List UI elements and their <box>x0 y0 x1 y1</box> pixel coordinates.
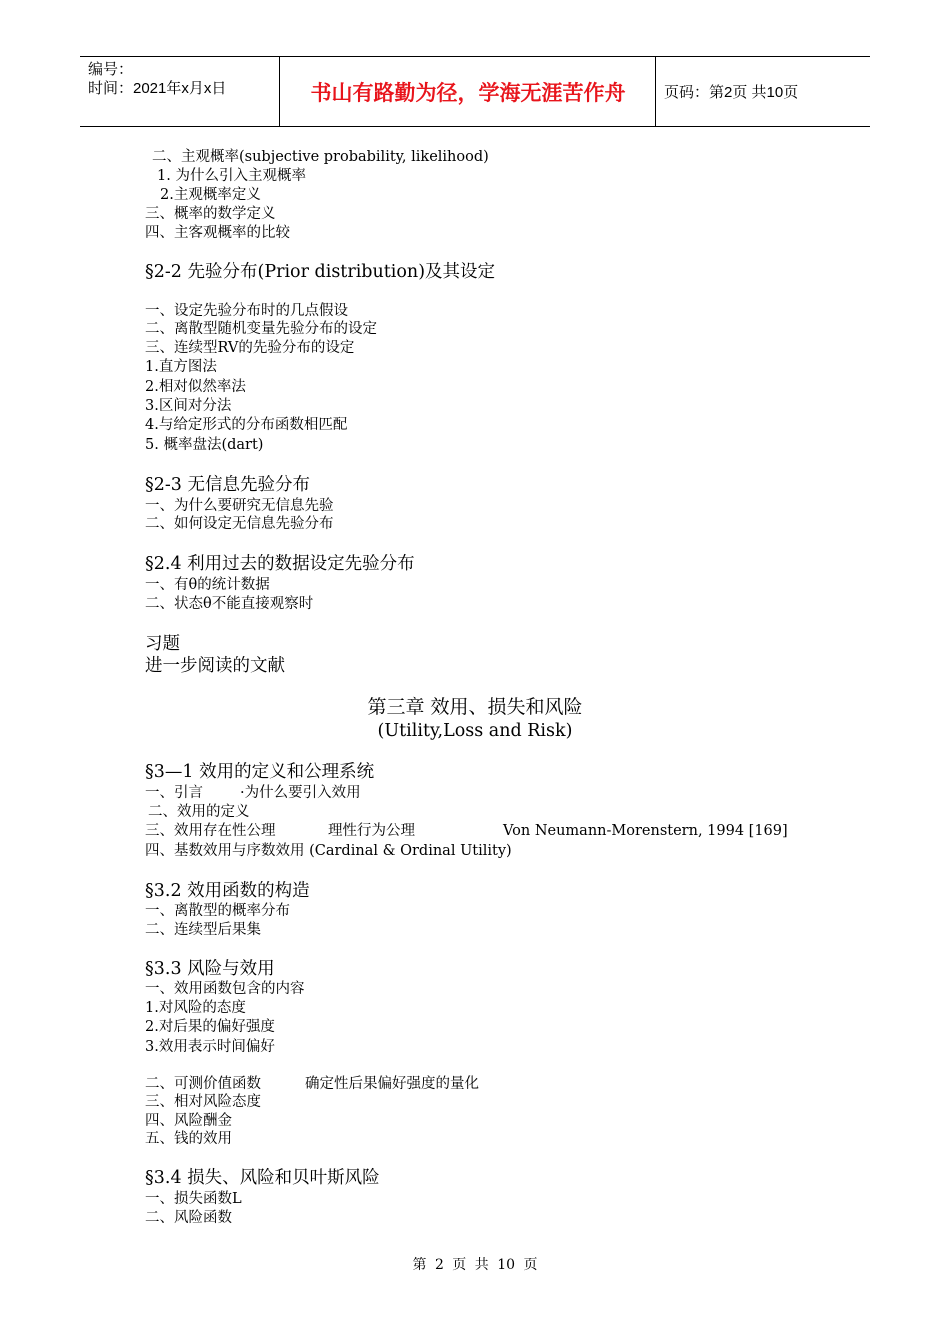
outline-line: 2.对后果的偏好强度 <box>145 1019 275 1035</box>
section-heading: §2-2 先验分布(Prior distribution)及其设定 <box>145 262 496 282</box>
outline-line: 二、风险函数 <box>145 1210 232 1226</box>
outline-line: 二、可测价值函数 <box>145 1076 261 1092</box>
chapter-subtitle: (Utility,Loss and Risk) <box>377 721 573 741</box>
outline-line: 2.相对似然率法 <box>145 379 246 395</box>
citation: Von Neumann-Morenstern, 1994 [169] <box>503 823 788 839</box>
chapter-title: 第三章 效用、损失和风险 <box>367 696 583 718</box>
outline-line: 一、为什么要研究无信息先验 <box>145 498 334 514</box>
page-footer: 第 2 页 共 10 页 <box>412 1257 538 1273</box>
outline-line: 四、主客观概率的比较 <box>145 225 290 241</box>
outline-note: ·为什么要引入效用 <box>240 785 361 801</box>
outline-line: 二、状态θ不能直接观察时 <box>145 596 314 612</box>
outline-line: 4.与给定形式的分布函数相匹配 <box>145 417 348 433</box>
time-label: 时间：2021年x月x日 <box>88 80 227 97</box>
outline-line: 一、效用函数包含的内容 <box>145 981 305 997</box>
outline-line: 5. 概率盘法(dart) <box>145 437 264 453</box>
outline-line: 一、有θ的统计数据 <box>145 577 270 593</box>
outline-line: 二、效用的定义 <box>148 804 250 820</box>
outline-line: 3.效用表示时间偏好 <box>145 1039 275 1055</box>
outline-line: 三、连续型RV的先验分布的设定 <box>145 340 355 356</box>
section-heading: §2.4 利用过去的数据设定先验分布 <box>145 554 415 574</box>
outline-note: 理性行为公理 <box>328 823 415 839</box>
outline-line: 二、如何设定无信息先验分布 <box>145 516 334 532</box>
outline-line: 二、连续型后果集 <box>145 922 261 938</box>
outline-note: 确定性后果偏好强度的量化 <box>305 1076 479 1092</box>
header-meta <box>80 57 280 126</box>
outline-line: 1.对风险的态度 <box>145 1000 246 1016</box>
outline-line: 1. 为什么引入主观概率 <box>157 168 306 184</box>
number-label: 编号： <box>88 61 134 78</box>
outline-line: 一、引言 <box>145 785 203 801</box>
outline-line: 1.直方图法 <box>145 359 217 375</box>
outline-line: 五、钱的效用 <box>145 1131 232 1147</box>
outline-line: 一、离散型的概率分布 <box>145 903 290 919</box>
page-header <box>80 56 870 127</box>
outline-line: 三、效用存在性公理 <box>145 823 276 839</box>
section-heading: §3.3 风险与效用 <box>145 959 275 979</box>
outline-line: 一、损失函数L <box>145 1191 242 1207</box>
reading-heading: 进一步阅读的文献 <box>145 656 285 676</box>
outline-line: 四、风险酬金 <box>145 1113 232 1129</box>
exercises-heading: 习题 <box>145 634 180 654</box>
outline-line: 二、主观概率(subjective probability, likelihood) <box>152 149 489 165</box>
outline-line: 二、离散型随机变量先验分布的设定 <box>145 321 377 337</box>
outline-line: 2.主观概率定义 <box>160 187 261 203</box>
header-page-label: 页码：第2页 共10页 <box>664 84 799 101</box>
section-heading: §3.4 损失、风险和贝叶斯风险 <box>145 1168 380 1188</box>
outline-line: 三、相对风险态度 <box>145 1094 261 1110</box>
section-heading: §3—1 效用的定义和公理系统 <box>145 762 375 782</box>
outline-line: 三、概率的数学定义 <box>145 206 276 222</box>
outline-line: 一、设定先验分布时的几点假设 <box>145 303 348 319</box>
header-motto: 书山有路勤为径，学海无涯苦作舟 <box>281 57 656 126</box>
outline-line: 四、基数效用与序数效用 (Cardinal & Ordinal Utility) <box>145 843 512 859</box>
section-heading: §2-3 无信息先验分布 <box>145 475 310 495</box>
outline-line: 3.区间对分法 <box>145 398 232 414</box>
section-heading: §3.2 效用函数的构造 <box>145 881 310 901</box>
